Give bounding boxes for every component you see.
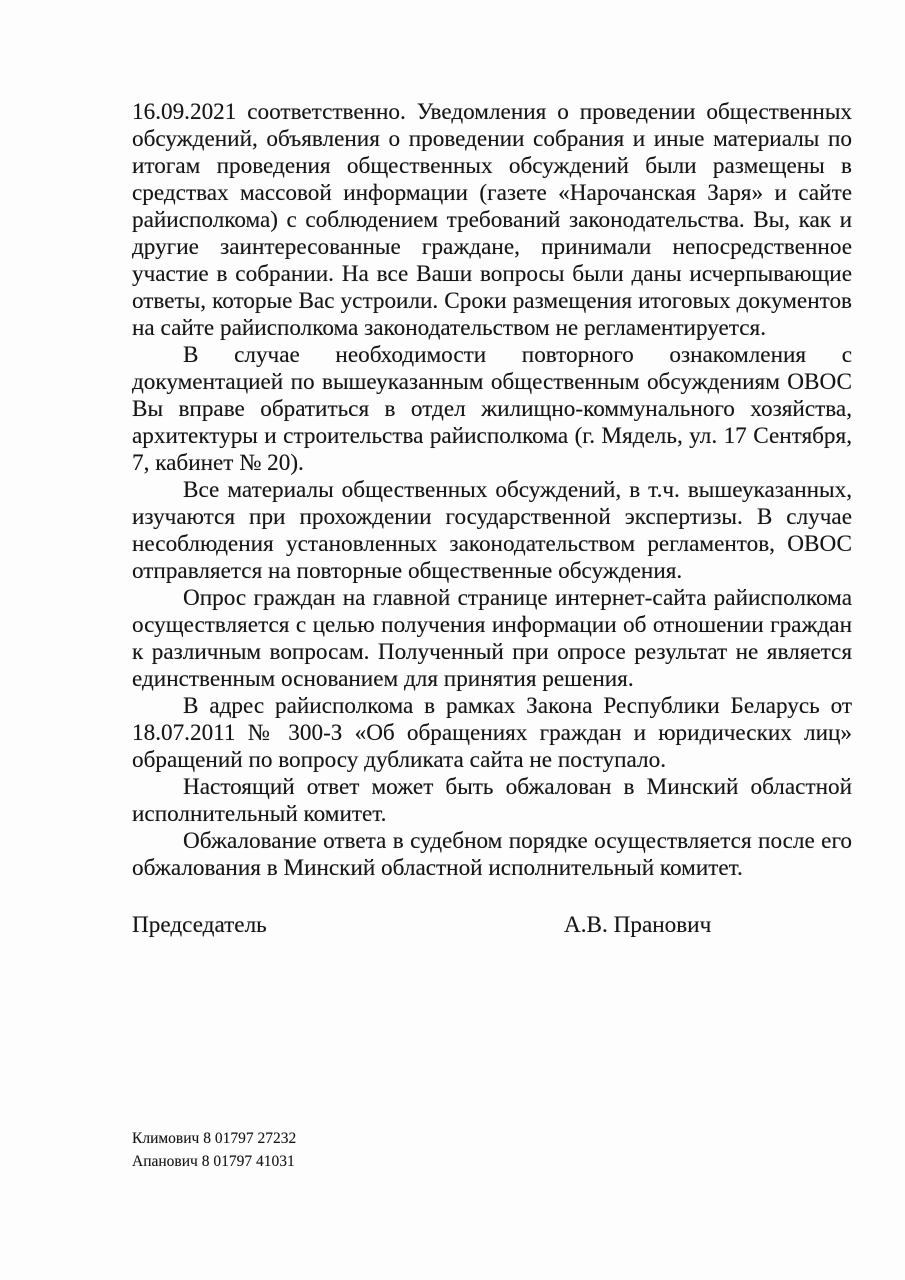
contact-phone-line: Климович 8 01797 27232 bbox=[132, 1130, 297, 1147]
signature-role-label: Председатель bbox=[132, 912, 267, 938]
signature-block bbox=[132, 912, 852, 940]
paragraph: Настоящий ответ может быть обжалован в Минский областной исполнительный комитет. bbox=[132, 774, 852, 827]
paragraph: Все материалы общественных обсуждений, в т.ч. вышеуказанных, изучаются при прохождении государственной экспертизы. В случае несоблюдения установленных законодательством регламентов, ОВОС отправляется на повторные общественные обсуждения. bbox=[132, 477, 852, 584]
paragraph: Опрос граждан на главной странице интернет-сайта райисполкома осуществляется с целью получения информации об отношении граждан к различным вопросам. Полученный при опросе результат не является единственным основанием для принятия решения. bbox=[132, 585, 852, 692]
paragraph: В случае необходимости повторного ознакомления с документацией по вышеуказанным общественным обсуждениям ОВОС Вы вправе обратиться в отдел жилищно-коммунального хозяйства, архитектуры и строительства райисполкома (г. Мядель, ул. 17 Сентября, 7, кабинет № 20). bbox=[132, 342, 852, 476]
paragraph: В адрес райисполкома в рамках Закона Республики Беларусь от 18.07.2011 № 300-З «Об обращениях граждан и юридических лиц» обращений по вопросу дубликата сайта не поступало. bbox=[132, 693, 852, 773]
letter-body bbox=[132, 99, 852, 882]
paragraph: 16.09.2021 соответственно. Уведомления о проведении общественных обсуждений, объявления о проведении собрания и иные материалы по итогам проведения общественных обсуждений были размещены в средствах массовой информации (газете «Нарочанская Заря» и сайте райисполкома) с соблюдением требований законодательства. Вы, как и другие заинтересованные граждане, принимали непосредственное участие в собрании. На все Ваши вопросы были даны исчерпывающие ответы, которые Вас устроили. Сроки размещения итоговых документов на сайте райисполкома законодательством не регламентируется. bbox=[132, 99, 852, 341]
contact-phone-line: Апанович 8 01797 41031 bbox=[132, 1152, 295, 1170]
contact-phones-block bbox=[132, 1128, 296, 1173]
signature-name: А.В. Пранович bbox=[564, 912, 712, 938]
paragraph: Обжалование ответа в судебном порядке осуществляется после его обжалования в Минский областной исполнительный комитет. bbox=[132, 828, 852, 881]
